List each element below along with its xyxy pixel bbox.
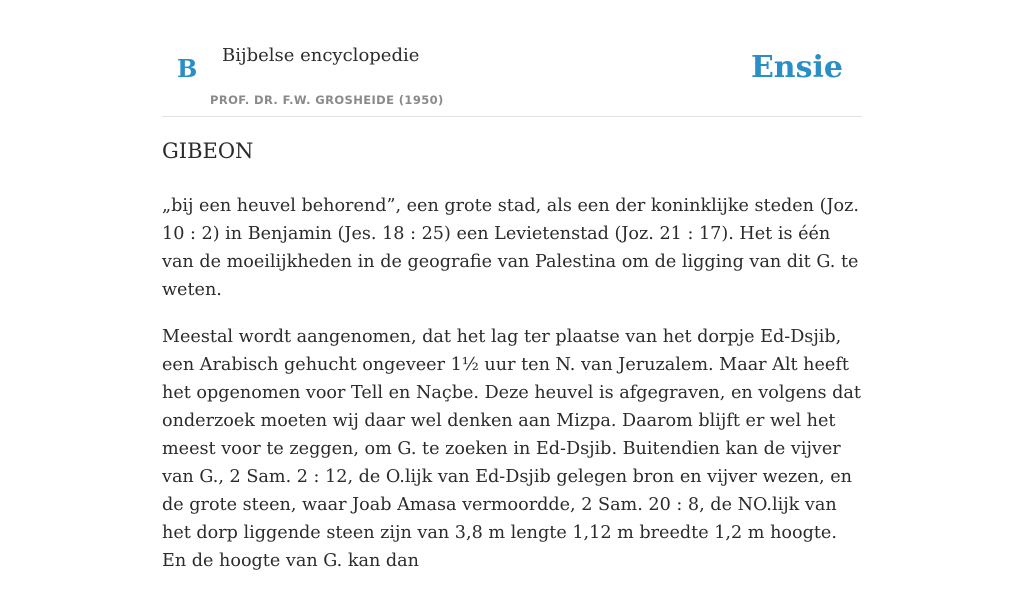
page-title: GIBEON [162,139,254,163]
article-paragraph-2: Meestal wordt aangenomen, dat het lag ter plaatse van het dorpje Ed-Dsjib, een Arabisch gehucht ongeveer 1½ uur ten N. van Jeruzalem. Maar Alt heeft het opgenomen voor Tell en Naçbe. Deze heuvel is afgegraven, en volgens dat onderzoek moeten wij daar wel denken aan Mizpa. Daarom blijft er wel het meest voor te zeggen, om G. te zoeken in Ed-Dsjib. Buitendien kan de vijver van G., 2 Sam. 2 : 12, de O.lijk van Ed-Dsjib gelegen bron en vijver wezen, en de grote steen, waar Joab Amasa vermoordde, 2 Sam. 20 : 8, de NO.lijk van het dorp liggende steen zijn van 3,8 m lengte 1,12 m breedte 1,2 m hoogte. En de hoogte van G. kan dan [162,327,861,571]
article-paragraph-1: „bij een heuvel behorend”, een grote stad, als een der koninklijke steden (Joz. 10 : 2) in Benjamin (Jes. 18 : 25) een Levietenstad (Joz. 21 : 17). Het is één van de moeilijkheden in de geografie van Palestina om de ligging van dit G. te weten. [162,196,859,300]
source-header [162,0,862,117]
source-logo[interactable]: B [177,54,198,83]
source-title[interactable]: Bijbelse encyclopedie [222,45,420,66]
article-body [162,192,862,594]
brand-logo[interactable]: Ensie [750,50,843,85]
source-author: PROF. DR. F.W. GROSHEIDE (1950) [210,93,444,107]
